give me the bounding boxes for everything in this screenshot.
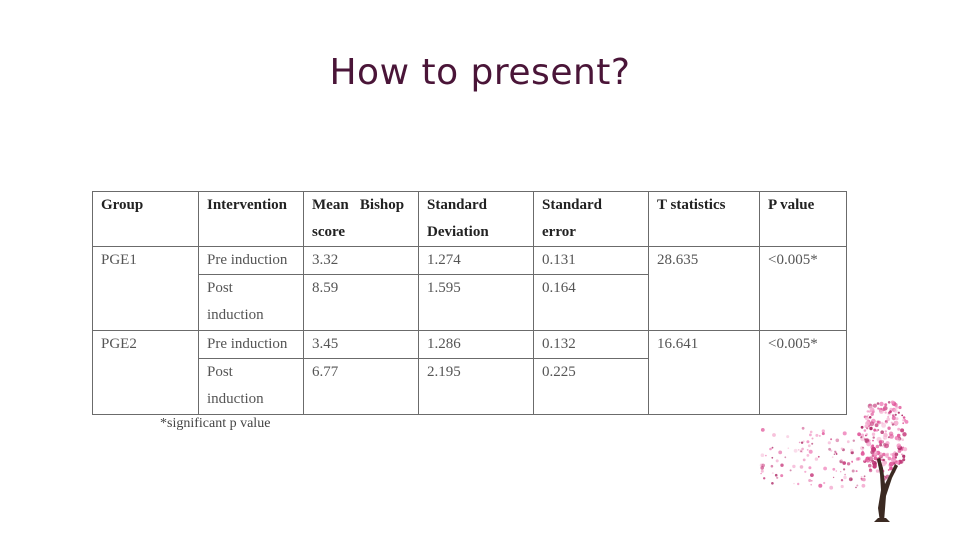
blossom-petal <box>896 417 899 420</box>
blossom-petal <box>776 459 779 462</box>
blossom-petal <box>861 426 864 429</box>
blossom-petal <box>786 435 789 438</box>
blossom-petal <box>865 435 867 437</box>
blossom-petal <box>902 422 904 424</box>
blossom-petal <box>822 432 825 435</box>
intervention-post-pge2 <box>199 359 304 415</box>
intervention-post-line2: induction <box>207 307 264 323</box>
blossom-petal <box>867 414 869 416</box>
header-mean-line1: Mean Bishop <box>312 197 405 213</box>
blossom-petal <box>866 425 868 427</box>
blossom-petal <box>765 455 767 457</box>
blossom-petal <box>851 461 853 463</box>
header-se-line2: error <box>542 224 576 240</box>
blossom-petal <box>844 474 846 476</box>
blossom-petal <box>830 438 832 440</box>
blossom-petal <box>873 436 875 438</box>
blossom-petal <box>897 443 902 448</box>
blossom-petal <box>843 476 846 479</box>
blossom-petal <box>807 454 810 457</box>
blossom-petal <box>772 433 776 437</box>
blossom-petal <box>836 453 838 455</box>
blossom-petal <box>772 447 774 449</box>
blossom-petal <box>811 443 813 445</box>
results-table <box>92 191 847 415</box>
header-mean-bishop-score <box>304 192 419 247</box>
blossom-petal <box>872 464 876 468</box>
blossom-petal <box>895 456 897 458</box>
blossom-petal <box>879 402 883 406</box>
blossom-petal <box>877 421 881 425</box>
blossom-petal <box>810 431 813 434</box>
table-footnote: *significant p value <box>160 416 271 431</box>
blossom-petal <box>836 470 838 472</box>
tree-trunk-base <box>874 518 890 522</box>
blossom-petal <box>800 465 804 469</box>
blossom-petal <box>793 483 794 484</box>
blossom-petal <box>903 447 907 451</box>
blossom-petal <box>840 459 842 461</box>
blossom-petal <box>888 469 890 471</box>
blossom-petal <box>864 429 867 432</box>
blossom-petal <box>828 441 831 444</box>
blossom-petal <box>868 410 870 412</box>
table-row <box>93 331 847 359</box>
results-table-container <box>92 191 846 415</box>
blossom-petal <box>803 459 806 462</box>
sd-post-pge1: 1.595 <box>419 275 534 331</box>
header-intervention <box>199 192 304 247</box>
blossom-petal <box>815 434 818 437</box>
blossom-petal <box>761 453 765 457</box>
blossom-petal <box>897 438 901 442</box>
blossom-petal <box>830 450 832 452</box>
blossom-petal <box>804 471 806 473</box>
sd-pre-pge1: 1.274 <box>419 247 534 275</box>
sd-post-pge2: 2.195 <box>419 359 534 415</box>
blossom-petal <box>900 428 904 432</box>
blossom-petal <box>856 485 858 487</box>
header-sd-line1: Standard <box>427 197 488 213</box>
blossom-petal <box>808 479 811 482</box>
blossom-petal <box>901 415 903 417</box>
blossom-petal <box>780 474 783 477</box>
blossom-petal <box>869 427 872 430</box>
blossom-petal <box>849 477 853 481</box>
blossom-petal <box>794 449 798 453</box>
blossom-petal <box>864 475 866 477</box>
blossom-petal <box>898 412 900 414</box>
blossom-petal <box>893 415 895 417</box>
blossom-petal <box>771 457 773 459</box>
blossom-petal <box>797 483 799 485</box>
header-standard-deviation <box>419 192 534 247</box>
blossom-petal <box>901 454 903 456</box>
intervention-post-line2: induction <box>207 391 264 407</box>
blossom-cluster <box>760 401 909 490</box>
blossom-petal <box>894 409 898 413</box>
blossom-petal <box>778 451 782 455</box>
blossom-petal <box>823 467 827 471</box>
blossom-petal <box>792 465 795 468</box>
blossom-petal <box>776 477 778 479</box>
header-intervention-label: Intervention <box>207 197 287 213</box>
blossom-petal <box>840 471 841 472</box>
blossom-petal <box>894 421 898 425</box>
blossom-petal <box>847 440 850 443</box>
blossom-petal <box>810 484 812 486</box>
blossom-petal <box>866 441 871 446</box>
blossom-petal <box>888 457 892 461</box>
blossom-petal <box>788 447 790 449</box>
blossom-petal <box>833 477 834 478</box>
sd-pre-pge2: 1.286 <box>419 331 534 359</box>
blossom-petal <box>872 433 875 436</box>
se-post-pge2: 0.225 <box>534 359 649 415</box>
blossom-petal <box>853 440 855 442</box>
blossom-petal <box>889 434 894 439</box>
blossom-petal <box>869 469 872 472</box>
blossom-petal <box>808 444 811 447</box>
blossom-petal <box>897 434 901 438</box>
table-header-row <box>93 192 847 247</box>
se-pre-pge2: 0.132 <box>534 331 649 359</box>
blossom-petal <box>898 406 901 409</box>
cherry-blossom-tree-icon <box>752 398 912 524</box>
blossom-petal <box>784 456 786 458</box>
blossom-petal <box>800 451 801 452</box>
blossom-petal <box>815 457 818 460</box>
header-group <box>93 192 199 247</box>
blossom-petal <box>883 433 887 437</box>
header-se-line1: Standard <box>542 197 603 213</box>
blossom-petal <box>810 473 814 477</box>
header-standard-error <box>534 192 649 247</box>
blossom-petal <box>865 459 866 460</box>
intervention-post-line1: Post <box>207 364 233 380</box>
blossom-petal <box>884 403 887 406</box>
blossom-petal <box>843 431 847 435</box>
blossom-petal <box>811 480 813 482</box>
blossom-petal <box>873 404 877 408</box>
blossom-petal <box>834 451 836 453</box>
mean-pre-pge2: 3.45 <box>304 331 419 359</box>
blossom-petal <box>818 484 822 488</box>
blossom-petal <box>860 446 864 450</box>
blossom-petal <box>806 440 809 443</box>
blossom-petal <box>819 435 821 437</box>
blossom-petal <box>856 457 859 460</box>
header-group-label: Group <box>101 197 144 213</box>
header-t-label: T statistics <box>657 197 726 213</box>
blossom-petal <box>887 427 890 430</box>
blossom-petal <box>905 420 909 424</box>
blossom-petal <box>876 445 880 449</box>
blossom-petal <box>883 459 886 462</box>
blossom-petal <box>836 439 840 443</box>
blossom-petal <box>869 416 872 419</box>
blossom-petal <box>809 434 812 437</box>
blossom-petal <box>894 403 898 407</box>
blossom-petal <box>884 438 886 440</box>
blossom-petal <box>895 414 897 416</box>
blossom-petal <box>832 468 835 471</box>
blossom-petal <box>869 404 871 406</box>
blossom-petal <box>871 447 876 452</box>
blossom-petal <box>790 469 792 471</box>
blossom-petal <box>841 448 843 450</box>
header-sd-line2: Deviation <box>427 224 489 240</box>
blossom-petal <box>818 456 820 458</box>
blossom-petal <box>903 457 905 459</box>
blossom-petal <box>890 453 892 455</box>
blossom-petal <box>809 450 813 454</box>
blossom-petal <box>888 401 891 404</box>
mean-post-pge2: 6.77 <box>304 359 419 415</box>
blossom-petal <box>850 449 853 452</box>
blossom-petal <box>884 444 889 449</box>
mean-post-pge1: 8.59 <box>304 275 419 331</box>
blossom-petal <box>902 458 905 461</box>
blossom-petal <box>891 457 896 462</box>
blossom-petal <box>868 464 872 468</box>
table-row <box>93 247 847 275</box>
blossom-petal <box>895 453 899 457</box>
blossom-petal <box>808 466 811 469</box>
blossom-petal <box>889 462 894 467</box>
p-value-pge2: <0.005* <box>760 331 847 415</box>
t-stat-pge1: 28.635 <box>649 247 760 331</box>
blossom-petal <box>865 416 869 420</box>
p-value-pge1: <0.005* <box>760 247 847 331</box>
blossom-petal <box>841 485 844 488</box>
blossom-petal <box>887 416 889 418</box>
blossom-petal <box>780 464 783 467</box>
blossom-petal <box>901 438 904 441</box>
blossom-petal <box>761 428 765 432</box>
intervention-pre-pge1: Pre induction <box>199 247 304 275</box>
blossom-petal <box>775 474 778 477</box>
blossom-petal <box>861 476 863 478</box>
tree-trunk <box>877 458 898 522</box>
blossom-petal <box>881 423 886 428</box>
t-stat-pge2: 16.641 <box>649 331 760 415</box>
blossom-petal <box>871 413 874 416</box>
blossom-petal <box>857 432 861 436</box>
blossom-petal <box>829 486 833 490</box>
blossom-petal <box>855 487 856 488</box>
blossom-petal <box>868 456 873 461</box>
blossom-petal <box>877 407 879 409</box>
blossom-petal <box>902 432 906 436</box>
blossom-petal <box>771 465 774 468</box>
header-p-label: P value <box>768 197 815 213</box>
blossom-petal <box>874 451 878 455</box>
blossom-petal <box>761 470 764 473</box>
blossom-petal <box>881 432 883 434</box>
blossom-petal <box>882 408 885 411</box>
header-p-value <box>760 192 847 247</box>
blossom-petal <box>834 454 835 455</box>
blossom-petal <box>903 416 906 419</box>
blossom-petal <box>847 462 850 465</box>
group-cell-pge2: PGE2 <box>93 331 199 415</box>
blossom-petal <box>870 462 872 464</box>
blossom-petal <box>802 427 805 430</box>
blossom-petal <box>869 406 873 410</box>
blossom-petal <box>891 401 894 404</box>
blossom-petal <box>760 466 764 470</box>
intervention-post-pge1 <box>199 275 304 331</box>
blossom-petal <box>769 448 772 451</box>
blossom-petal <box>763 477 765 479</box>
blossom-petal <box>798 449 800 451</box>
blossom-petal <box>873 429 876 432</box>
blossom-petal <box>861 452 865 456</box>
header-mean-line2: score <box>312 224 346 240</box>
blossom-petal <box>823 482 825 484</box>
slide-title: How to present? <box>329 52 631 93</box>
blossom-petal <box>860 436 862 438</box>
intervention-pre-pge2: Pre induction <box>199 331 304 359</box>
blossom-petal <box>897 428 900 431</box>
blossom-petal <box>799 442 801 444</box>
blossom-petal <box>807 449 809 451</box>
blossom-petal <box>882 453 885 456</box>
blossom-petal <box>872 461 874 463</box>
blossom-petal <box>862 478 866 482</box>
se-post-pge1: 0.164 <box>534 275 649 331</box>
blossom-petal <box>843 468 845 470</box>
blossom-petal <box>888 412 891 415</box>
blossom-petal <box>832 456 834 458</box>
blossom-petal <box>862 447 864 449</box>
blossom-petal <box>891 422 893 424</box>
blossom-petal <box>760 473 761 474</box>
blossom-petal <box>885 420 888 423</box>
blossom-petal <box>879 444 882 447</box>
blossom-petal <box>872 440 874 442</box>
blossom-petal <box>885 430 887 432</box>
intervention-post-line1: Post <box>207 280 233 296</box>
header-t-statistics <box>649 192 760 247</box>
blossom-petal <box>852 470 855 473</box>
blossom-petal <box>801 442 803 444</box>
blossom-petal <box>885 411 887 413</box>
blossom-petal <box>862 484 866 488</box>
se-pre-pge1: 0.131 <box>534 247 649 275</box>
blossom-petal <box>876 469 880 473</box>
blossom-petal <box>879 440 883 444</box>
mean-pre-pge1: 3.32 <box>304 247 419 275</box>
group-cell-pge1: PGE1 <box>93 247 199 331</box>
blossom-petal <box>842 461 846 465</box>
blossom-petal <box>877 402 880 405</box>
blossom-petal <box>772 472 774 474</box>
blossom-petal <box>902 419 904 421</box>
blossom-petal <box>812 438 814 440</box>
blossom-petal <box>856 470 858 472</box>
blossom-petal <box>771 482 774 485</box>
blossom-petal <box>841 479 843 481</box>
